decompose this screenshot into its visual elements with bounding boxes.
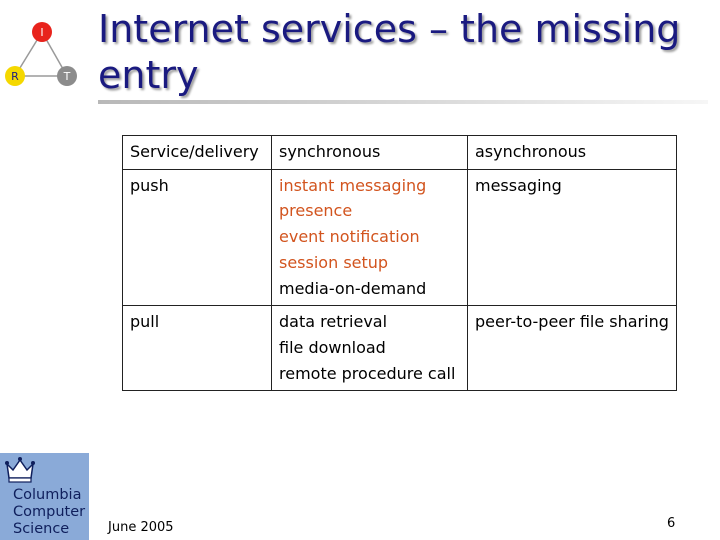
list-item: event notification: [279, 227, 420, 247]
pull-synchronous-cell: [272, 306, 468, 391]
institution-line: Columbia: [13, 487, 82, 503]
logo-letter-t: T: [63, 70, 71, 83]
list-item: instant messaging: [279, 175, 427, 195]
row-label-pull: pull: [123, 306, 272, 391]
table-row-pull: [123, 306, 677, 391]
table-header-row: [123, 136, 677, 170]
table-row-push: [123, 169, 677, 306]
footer-date: June 2005: [108, 520, 174, 535]
institution-name: [13, 487, 85, 538]
list-item: messaging: [475, 175, 562, 195]
list-item: session setup: [279, 252, 389, 272]
institution-line: Science: [13, 521, 70, 537]
list-item: presence: [279, 201, 353, 221]
list-item: peer-to-peer file sharing: [475, 312, 669, 332]
crown-icon: [4, 456, 36, 484]
slide-title-line-1: Internet services – the missing: [98, 7, 681, 51]
logo-letter-r: R: [11, 70, 19, 83]
list-item: data retrieval: [279, 312, 388, 332]
list-item: remote procedure call: [279, 363, 456, 383]
institution-line: Computer: [13, 504, 86, 520]
header-cell-asynchronous: asynchronous: [468, 136, 677, 170]
slide-title-line-2: entry: [98, 53, 199, 97]
columbia-cs-badge: [0, 453, 89, 540]
list-item: media-on-demand: [279, 278, 427, 298]
pull-asynchronous-cell: [468, 306, 677, 391]
header-cell-service: Service/delivery: [123, 136, 272, 170]
push-asynchronous-cell: [468, 169, 677, 306]
title-divider: [98, 100, 708, 104]
irt-logo: [0, 10, 90, 100]
services-table: [122, 135, 677, 391]
header-cell-synchronous: synchronous: [272, 136, 468, 170]
list-item: file download: [279, 337, 386, 357]
push-synchronous-cell: [272, 169, 468, 306]
page-number: 6: [667, 516, 676, 531]
row-label-push: push: [123, 169, 272, 306]
logo-letter-i: I: [40, 26, 44, 39]
slide-title: [98, 6, 680, 98]
